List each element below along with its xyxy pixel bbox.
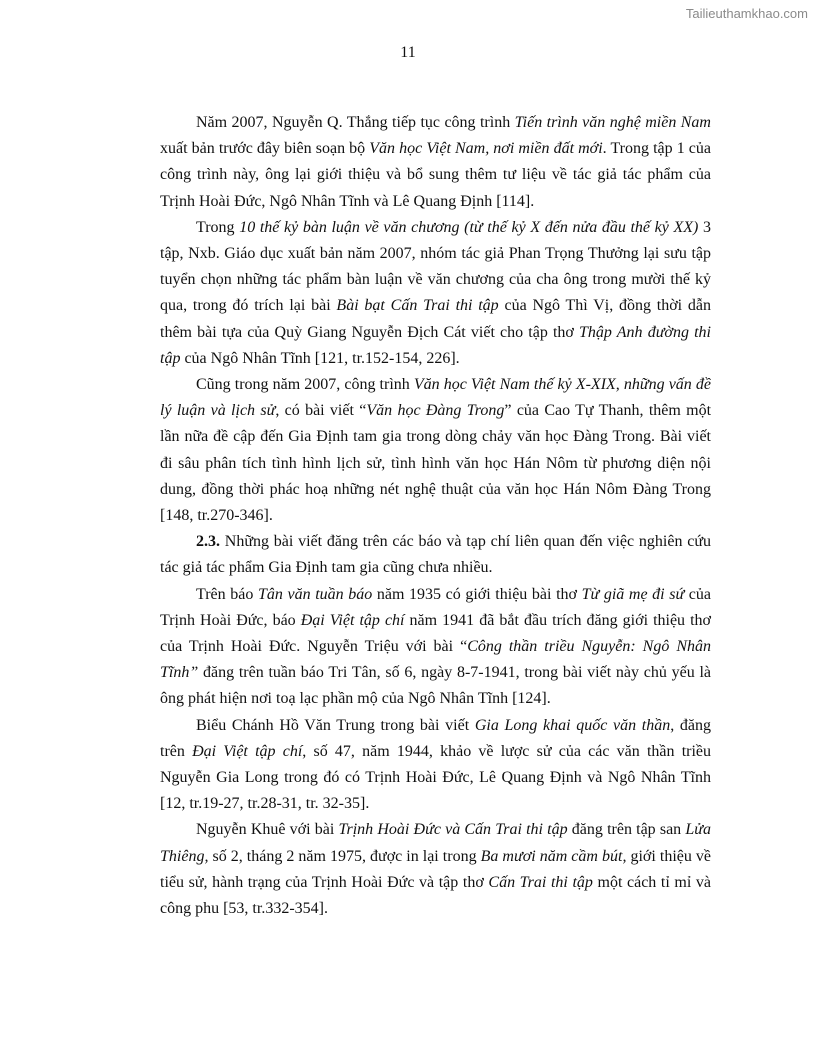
italic-title: 10 thế kỷ bàn luận về văn chương (từ thế kỷ X đến nửa đầu thế kỷ XX) xyxy=(239,218,699,236)
section-number: 2.3. xyxy=(196,533,220,551)
paragraph-7 xyxy=(160,817,711,922)
watermark: Tailieuthamkhao.com xyxy=(685,6,808,21)
text-run: của Ngô Nhân Tĩnh [121, tr.152-154, 226]. xyxy=(180,349,460,367)
italic-title: Văn học Việt Nam thế kỷ X-XIX, những vấn đề lý luận và lịch sử xyxy=(160,376,712,420)
italic-title: Công thần triều Nguyễn: Ngô Nhân Tĩnh” xyxy=(160,638,711,682)
text-run: đăng trên tập san xyxy=(567,821,686,839)
italic-title: Cấn Trai thi tập xyxy=(488,873,593,891)
text-run: đăng trên tuần báo Tri Tân, số 6, ngày 8-7-1941, trong bài viết này chủ yếu là ông phát hiện nơi toạ lạc phần mộ của Ngô Nhân Tĩnh [124]. xyxy=(160,664,711,708)
text-run: năm 1935 có giới thiệu bài thơ xyxy=(372,585,582,603)
text-run: 3 tập, Nxb. Giáo dục xuất bản năm 2007, nhóm tác giả Phan Trọng Thưởng lại sưu tập tuyển chọn những tác phẩm bàn luận về văn chương của cha ông trong mười thế kỷ qua, trong đó trích lại bài xyxy=(160,218,712,315)
text-run: , có bài viết “ xyxy=(275,402,367,420)
italic-title: Lửa Thiêng, xyxy=(160,821,711,865)
italic-title: Trịnh Hoài Đức và Cấn Trai thi tập xyxy=(338,821,568,839)
text-run: một cách tỉ mỉ và công phu [53, tr.332-354]. xyxy=(160,873,712,918)
paragraph-3 xyxy=(160,372,711,529)
text-run: xuất bản trước đây biên soạn bộ xyxy=(160,140,370,158)
italic-title: Ba mươi năm cầm bút, xyxy=(480,847,627,865)
italic-title: Văn học Việt Nam, nơi miền đất mới xyxy=(369,140,603,158)
text-run: ” của Cao Tự Thanh, thêm một lần nữa đề cập đến Gia Định tam gia trong dòng chảy văn học Đàng Trong. Bài viết đi sâu phân tích tình hình lịch sử, tình hình văn học Hán Nôm từ phương diện nội dung, đồng thời phác hoạ những nét nghệ thuật của văn học Hán Nôm Đàng Trong [148, tr.270-346]. xyxy=(160,402,712,525)
text-run: , số 47, năm 1944, khảo về lược sử của các văn thần triều Nguyễn Gia Long trong đó có Trịnh Hoài Đức, Lê Quang Định và Ngô Nhân Tĩnh [12, tr.19-27, tr.28-31, tr. 32-35]. xyxy=(160,742,712,813)
document-body xyxy=(160,110,711,922)
text-run: số 2, tháng 2 năm 1975, được in lại trong xyxy=(208,847,481,865)
italic-title: Đại Việt tập chí xyxy=(300,611,405,629)
italic-title: Thập Anh đường thi tập xyxy=(160,323,712,367)
text-run: Nguyễn Khuê với bài xyxy=(196,821,339,839)
text-run: Trong xyxy=(196,218,240,236)
italic-title: Tân văn tuần báo xyxy=(257,585,373,603)
italic-title: Từ giã mẹ đi sứ xyxy=(581,585,685,603)
text-run: năm 1941 đã bắt đầu trích đăng giới thiệu thơ của Trịnh Hoài Đức. Nguyễn Triệu với bài “ xyxy=(160,611,712,656)
italic-title: Bài bạt Cấn Trai thi tập xyxy=(336,297,499,315)
text-run: Trên báo xyxy=(196,585,258,603)
paragraph-5 xyxy=(160,582,711,713)
text-run: Biểu Chánh Hồ Văn Trung trong bài viết xyxy=(196,716,475,734)
text-run: , đăng trên xyxy=(160,716,712,760)
paragraph-2 xyxy=(160,215,711,372)
italic-title: Văn học Đàng Trong xyxy=(366,402,505,420)
italic-title: Tiến trình văn nghệ miền Nam xyxy=(514,114,711,131)
text-run: . Trong tập 1 của công trình này, ông lại giới thiệu và bổ sung thêm tư liệu về tác giả tác phẩm của Trịnh Hoài Đức, Ngô Nhân Tĩnh và Lê Quang Định [114]. xyxy=(160,140,712,210)
paragraph-4 xyxy=(160,529,711,581)
italic-title: Đại Việt tập chí xyxy=(192,742,303,760)
italic-title: Gia Long khai quốc văn thần xyxy=(474,716,671,734)
text-run: Cũng trong năm 2007, công trình xyxy=(196,376,414,394)
text-run: giới thiệu về tiểu sử, hành trạng của Trịnh Hoài Đức và tập thơ xyxy=(160,847,712,891)
paragraph-6 xyxy=(160,713,711,818)
text-run: của Trịnh Hoài Đức, báo xyxy=(160,585,711,629)
text-run: Những bài viết đăng trên các báo và tạp chí liên quan đến việc nghiên cứu tác giả tác phẩm Gia Định tam gia cũng chưa nhiều. xyxy=(160,533,711,577)
page-number: 11 xyxy=(400,44,416,61)
paragraph-1 xyxy=(160,110,711,215)
text-run: Năm 2007, Nguyễn Q. Thắng tiếp tục công trình xyxy=(196,114,515,131)
text-run: của Ngô Thì Vị, đồng thời dẫn thêm bài tựa của Quỳ Giang Nguyễn Địch Cát viết cho tập thơ xyxy=(160,297,712,341)
